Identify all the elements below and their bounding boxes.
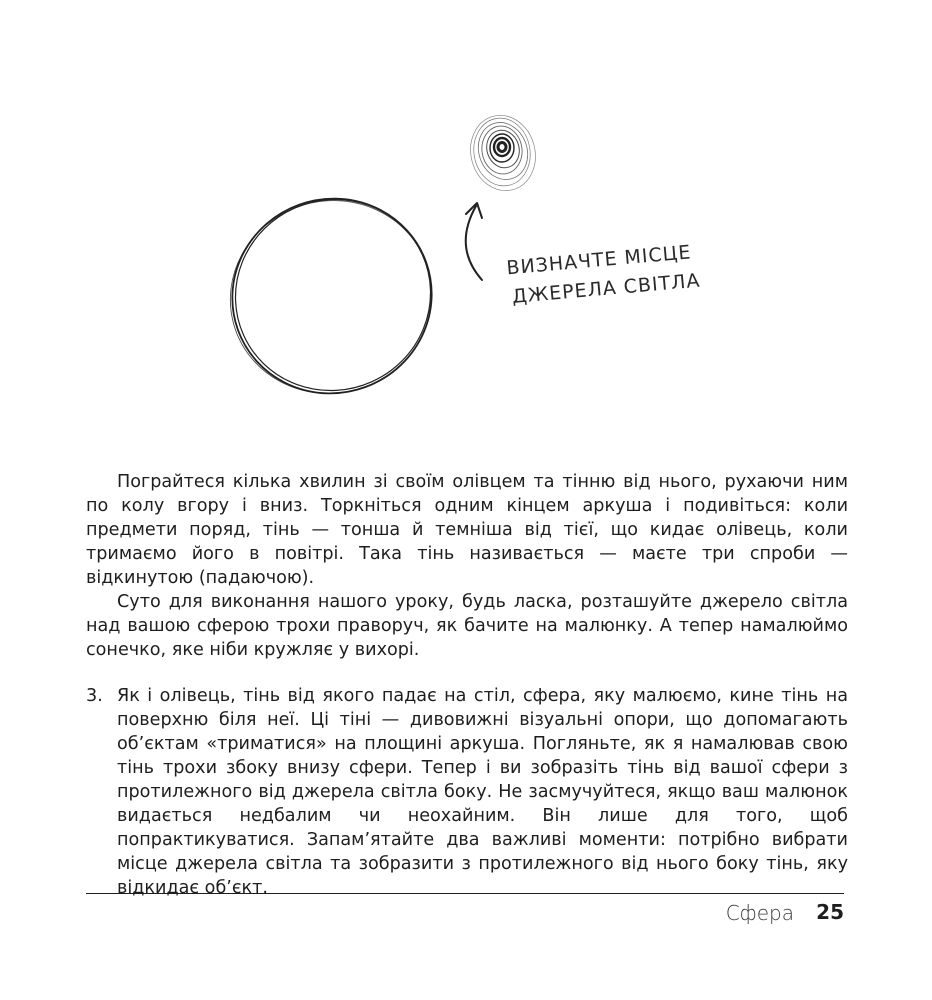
page-number: 25 bbox=[816, 900, 844, 924]
sphere-outline bbox=[205, 168, 461, 421]
paragraph-2: Суто для виконання нашого уроку, будь ласка, розташуйте джерело світла над вашою сферою трохи праворуч, як бачите на малюнку. А тепер намалюймо сонечко, яке ніби кружляє у вихорі. bbox=[86, 592, 848, 660]
arrow-up-icon bbox=[466, 203, 482, 280]
caption-line2: ДЖЕРЕЛА СВІТЛА bbox=[511, 269, 702, 308]
body-text bbox=[86, 470, 848, 662]
caption-line1: ВИЗНАЧТЕ МІСЦЕ bbox=[505, 241, 693, 280]
section-title: Сфера bbox=[725, 901, 794, 925]
step-number: 3. bbox=[86, 686, 103, 706]
sphere-illustration bbox=[0, 0, 932, 440]
light-source-icon bbox=[462, 108, 543, 198]
footer-divider bbox=[86, 893, 844, 894]
step-text: Як і олівець, тінь від якого падає на стіл, сфера, яку малюємо, кине тінь на поверхню біля неї. Ці тіні — дивовижні візуальні опори, що допомагають об’єктам «триматися» на площині аркуша. Погляньте, як я намалював свою тінь трохи збоку внизу сфери. Тепер і ви зобразіть тінь від вашої сфери з протилежного від джерела світла боку. Не засмучуйтеся, якщо ваш малюнок видається недбалим чи неохайним. Він лише для того, щоб попрактикуватися. Запам’ятайте два важливі моменти: потрібно вибрати місце джерела світла та зобразити з протилежного від нього боку тінь, яку відкидає об’єкт. bbox=[117, 686, 848, 898]
paragraph-1: Пограйтеся кілька хвилин зі своїм олівцем та тінню від нього, рухаючи ним по колу вгору і вниз. Торкніться одним кінцем аркуша і подивіться: коли предмети поряд, тінь — тонша й темніша від тієї, що кидає олівець, коли тримаємо його в повітрі. Така тінь називається — маєте три спроби — відкинутою (падаючою). bbox=[86, 472, 848, 588]
caption-text bbox=[506, 241, 702, 309]
